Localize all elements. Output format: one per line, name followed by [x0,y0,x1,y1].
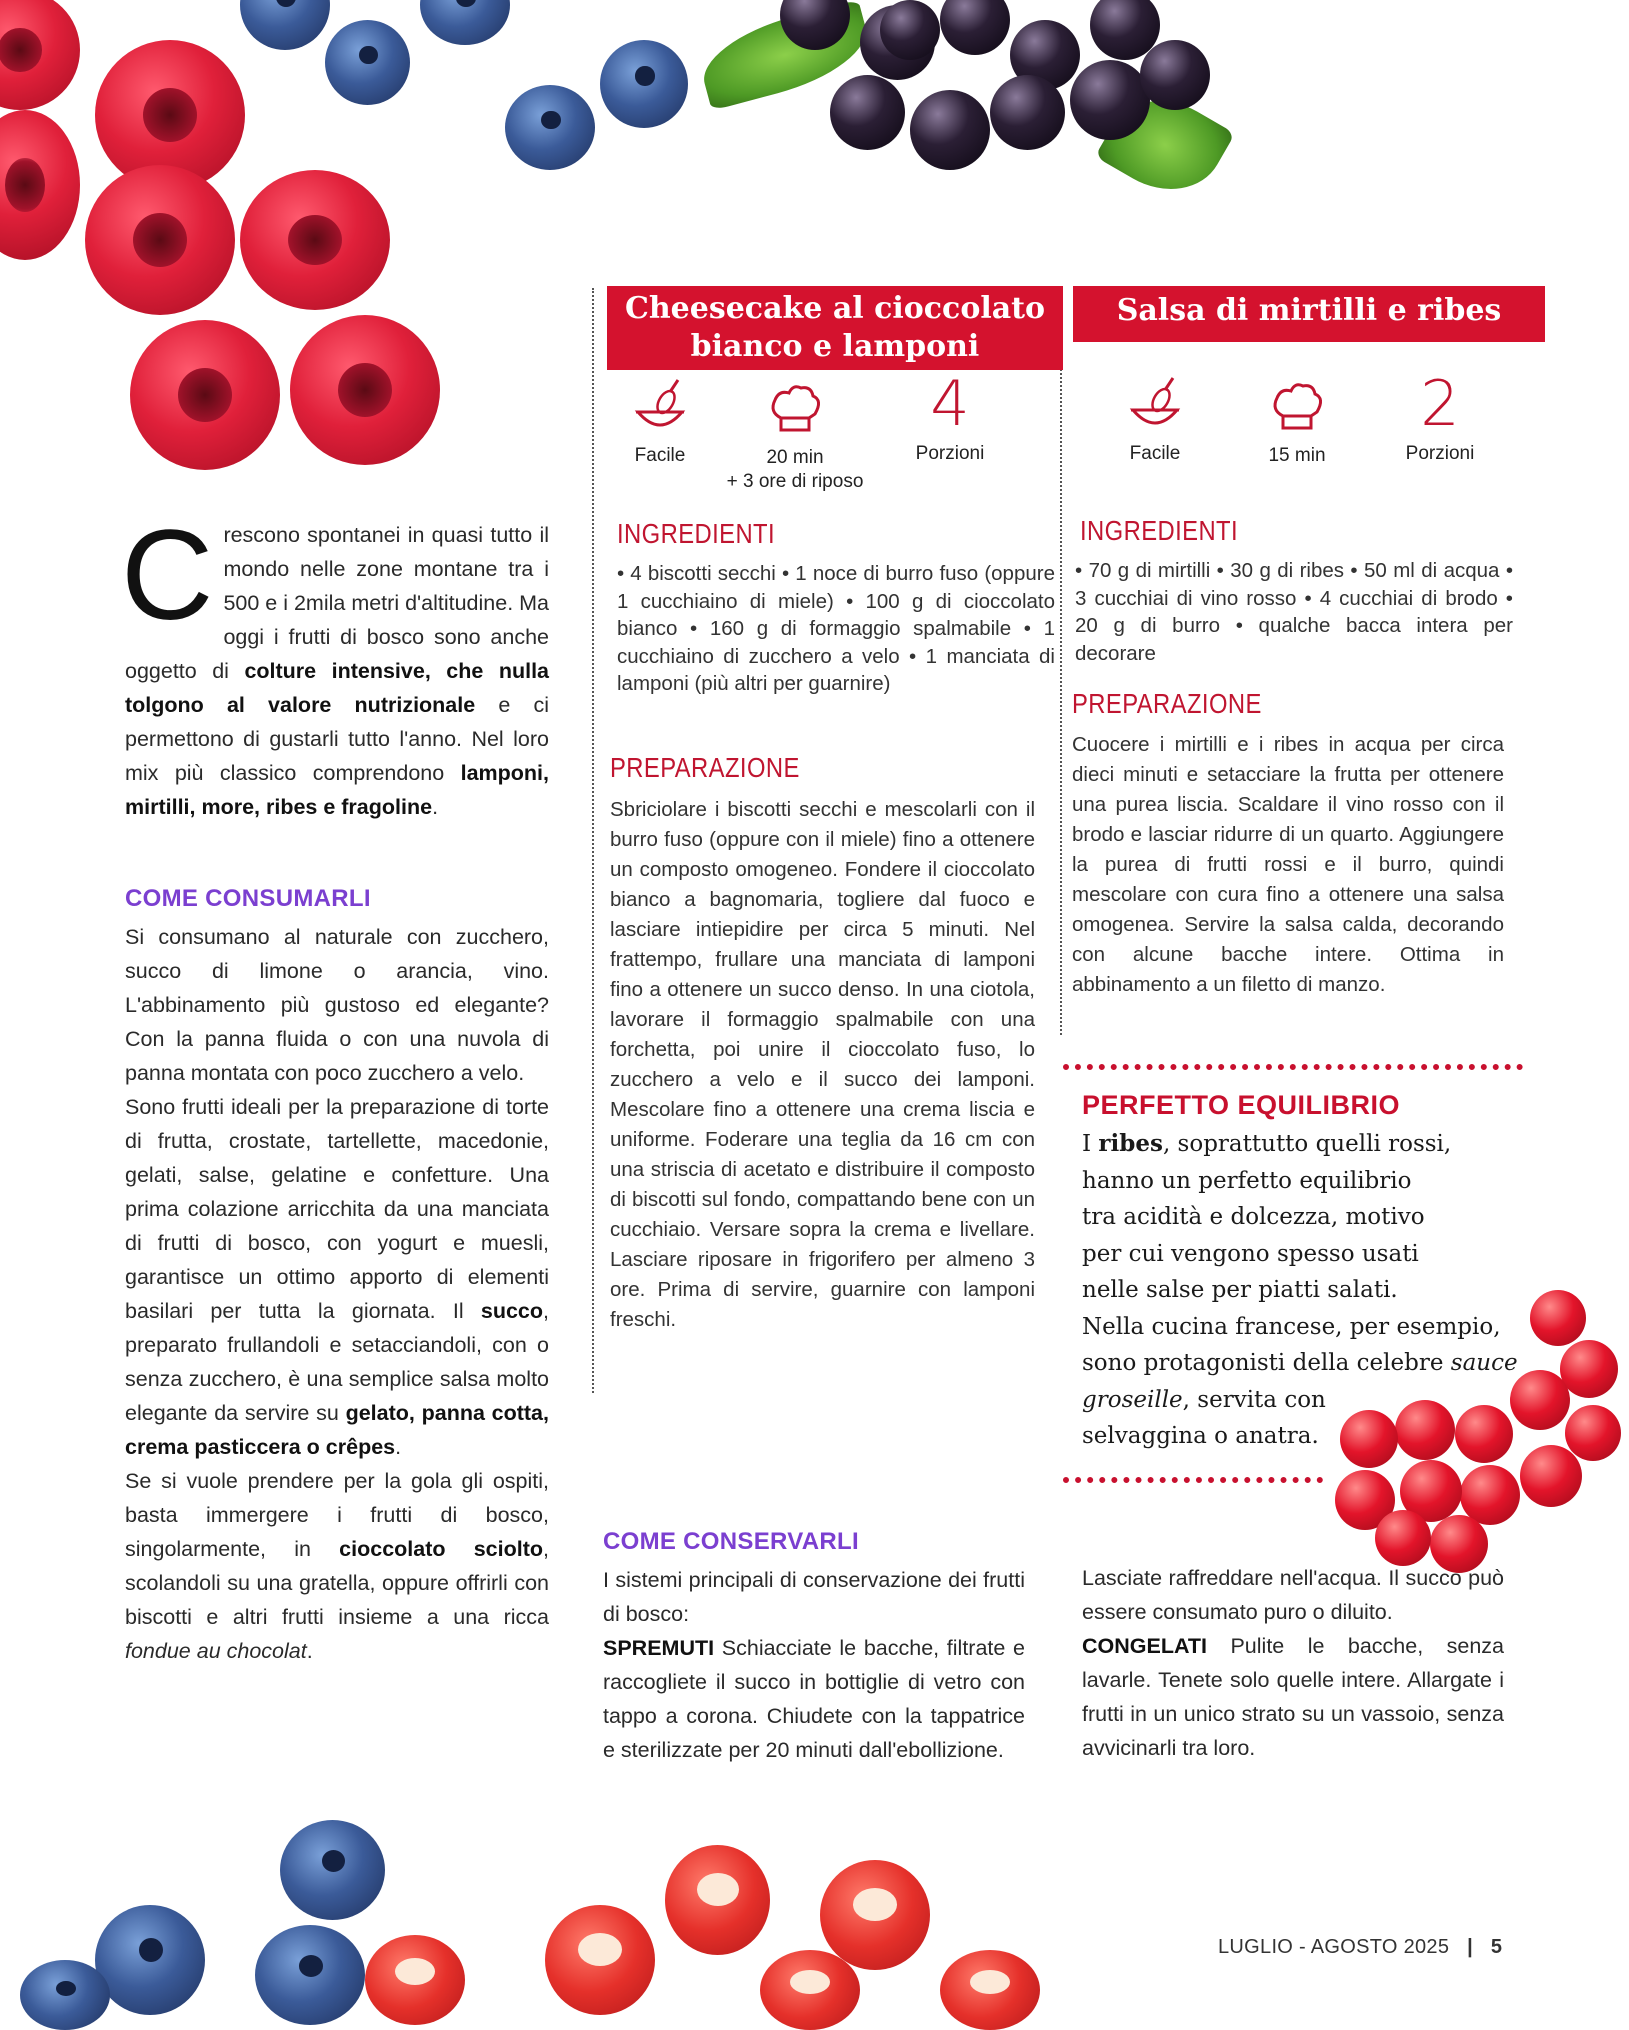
recipe1-prep-heading: PREPARAZIONE [610,752,800,783]
box-line-7-a: sono protagonisti della celebre [1082,1350,1451,1376]
conservarli-col2 [1082,1561,1504,1765]
recipe1-ingredients-heading: INGREDIENTI [617,518,776,549]
consumarli-p2-bold-1: succo [480,1299,544,1323]
recipe2-ingredients: • 70 g di mirtilli • 30 g di ribes • 50 ml di acqua • 3 cucchiai di vino rosso • 4 cucchiai di brodo • 20 g di burro • qualche bacca intera per decorare [1075,559,1513,665]
consumarli-p3 [125,1464,549,1668]
recipe1-title: Cheesecake al cioccolato bianco e lamponi [607,286,1063,370]
conservarli-congelati [1082,1629,1504,1765]
footer [1218,1936,1502,1959]
chef-hat-icon [765,378,825,438]
box-line-6: Nella cucina francese, per esempio, [1082,1313,1501,1340]
conservarli-spremuti [603,1631,1025,1767]
consumarli-body [125,920,549,1668]
box-line-7-italic: sauce [1450,1350,1518,1376]
recipe2-title: Salsa di mirtilli e ribes [1073,286,1545,342]
intro-text: rescono spontanei in quasi tutto il mondo nelle zone montane tra i 500 e i 2mila metri d'altitudine. Ma oggi i frutti di bosco sono anche oggetto di [125,523,550,683]
recipe2-servings [1390,368,1490,466]
consumarli-p2-bold-2: gelato, panna cotta, crema pasticcera o crêpes [125,1401,549,1459]
consumarli-heading: COME CONSUMARLI [125,885,371,912]
recipe1-time-extra: + 3 ore di riposo [726,471,864,492]
box-line-4: per cui vengono spesso usati [1082,1240,1419,1267]
conservarli-cont: Lasciate raffreddare nell'acqua. Il succo può essere consumato puro o diluito. [1082,1566,1504,1624]
recipe2-prep: Cuocere i mirtilli e i ribes in acqua per circa dieci minuti e setacciare la frutta per ottenere una purea liscia. Scaldare il vino rosso con il brodo e lasciar ridurre di un quarto. Aggiungere la purea di frutti rossi e il burro, quindi mescolare con cura fino a ottenere una salsa omogenea. Servire la salsa calda, decorando con alcune bacche intere. Ottima in abbinamento a un filetto di manzo. [1072,733,1504,996]
spremuti-text: Schiacciate le bacche, filtrate e raccogliete il succo in bottiglie di vetro con tappo a corona. Chiudete con la tappatrice e sterilizzate per 20 minuti dall'ebollizione. [603,1636,1025,1762]
recipe1-right-divider [1060,365,1062,1035]
whisk-bowl-icon [1125,376,1185,436]
box-line-3: tra acidità e dolcezza, motivo [1082,1204,1425,1230]
consumarli-p2-text-2: , preparato frullandoli e setacciandoli, con o senza zucchero, è una semplice salsa molto elegante da servire su [125,1299,549,1425]
recipe2-difficulty-label: Facile [1129,443,1181,464]
consumarli-p3-text-2: , scolandoli su una gratella, oppure offrirli con biscotti e altri frutti insieme a una ricca [125,1537,549,1629]
box-bottom-border [1063,1477,1323,1483]
congelati-label: CONGELATI [1082,1634,1208,1658]
box-line-8-b: , servita con [1182,1386,1326,1413]
box-line-8-italic: groseille [1082,1386,1183,1413]
box-line-2: hanno un perfetto equilibrio [1082,1167,1412,1194]
chef-hat-icon [1267,376,1327,436]
consumarli-p2-text: Sono frutti ideali per la preparazione di torte di frutta, crostate, tartellette, macedonie, gelati, salse, gelatine e confetture. Una prima colazione arricchita da una manciata di frutti di bosco, con yogurt e muesli, garantisce un ottimo apporto di elementi basilari per tutta la giornata. Il [125,1095,549,1323]
box-line-5: nelle salse per piatti salati. [1082,1277,1398,1303]
consumarli-p3-text-3: . [306,1639,313,1663]
box-top-border [1063,1064,1523,1070]
footer-separator: | [1467,1936,1474,1958]
whisk-bowl-icon [630,378,690,438]
box-line-9: selvaggina o anatra. [1082,1423,1319,1449]
box-line-1 [1082,1126,1542,1163]
page-number: 5 [1490,1936,1503,1958]
recipe2-ingredients-heading: INGREDIENTI [1080,515,1239,546]
recipe1-servings-number: 4 [930,367,970,440]
recipe1-servings [900,368,1000,466]
consumarli-p3-text: Se si vuole prendere per la gola gli ospiti, basta immergere i frutti di bosco, singolarmente, in [125,1469,549,1561]
conservarli-heading: COME CONSERVARLI [603,1528,859,1555]
box-text [1082,1126,1542,1455]
recipe1-servings-label: Porzioni [915,443,985,464]
consumarli-p2-text-3: . [395,1435,402,1459]
intro-bold-2: lamponi, mirtilli, more, ribes e fragoline [125,761,549,819]
intro-paragraph [121,504,550,824]
consumarli-p3-bold: cioccolato sciolto [339,1537,544,1561]
consumarli-p2 [125,1090,549,1464]
spremuti-label: SPREMUTI [603,1636,715,1660]
recipe2-time [1247,376,1347,468]
dropcap: C [121,504,214,647]
box-title: PERFETTO EQUILIBRIO [1082,1090,1401,1120]
recipe2-time-label: 15 min [1268,445,1326,466]
recipe1-time [715,378,875,494]
issue-date: LUGLIO - AGOSTO 2025 [1218,1936,1450,1958]
recipe2-servings-label: Porzioni [1405,443,1475,464]
intro-text-3: . [432,795,439,819]
conservarli-intro: I sistemi principali di conservazione dei frutti di bosco: [603,1568,1025,1626]
intro-text-2: e ci permettono di gustarli tutto l'anno. Nel loro mix più classico comprendono [125,693,550,785]
box-line-7 [1082,1345,1542,1382]
recipe1-difficulty [620,378,700,468]
recipe1-left-divider [592,288,594,1393]
box-line-1-a: I [1082,1131,1099,1157]
recipe1-difficulty-label: Facile [634,445,686,466]
consumarli-p1: Si consumano al naturale con zucchero, succo di limone o arancia, vino. L'abbinamento più gustoso ed elegante? Con la panna fluida o con una nuvola di panna montata con poco zucchero a velo. [125,925,549,1085]
recipe1-prep: Sbriciolare i biscotti secchi e mescolarli con il burro fuso (oppure con il miele) fino a ottenere un composto omogeneo. Fondere il cioccolato bianco a bagnomaria, togliere dal fuoco e lasciare intiepidire per circa 5 minuti. Nel frattempo, frullare una manciata di lamponi fino a ottenere un succo denso. In una ciotola, lavorare il formaggio spalmabile con una forchetta, poi unire il cioccolato fuso, lo zucchero a velo e il succo dei lamponi. Mescolare fino a ottenere una crema liscia e uniforme. Foderare una teglia da 16 cm con una striscia di acetato e distribuire il composto di biscotti sul fondo, compattando bene con un cucchiaio. Versare sopra la crema e livellare. Lasciare riposare in frigorifero per almeno 3 ore. Prima di servire, guarnire con lamponi freschi. [610,798,1035,1331]
congelati-text: Pulite le bacche, senza lavarle. Tenete solo quelle intere. Allargate i frutti in un unico strato su un vassoio, senza avvicinarli tra loro. [1082,1634,1504,1760]
recipe1-time-label: 20 min [766,447,824,468]
intro-bold-1: colture intensive, che nulla tolgono al valore nutrizionale [125,659,549,717]
consumarli-p3-italic: fondue au chocolat [125,1639,307,1663]
conservarli-col1 [603,1563,1025,1767]
recipe2-prep-heading: PREPARAZIONE [1072,688,1262,719]
box-line-1-c: , soprattutto quelli rossi, [1162,1131,1452,1157]
box-line-1-bold: ribes [1098,1130,1163,1157]
recipe1-ingredients: • 4 biscotti secchi • 1 noce di burro fuso (oppure 1 cucchiaino di miele) • 100 g di cioccolato bianco • 160 g di formaggio spalmabile • 1 cucchiaino di zucchero a velo • 1 manciata di lamponi (più altri per guarnire) [617,562,1055,695]
recipe2-difficulty [1115,376,1195,466]
recipe2-servings-number: 2 [1420,367,1460,440]
